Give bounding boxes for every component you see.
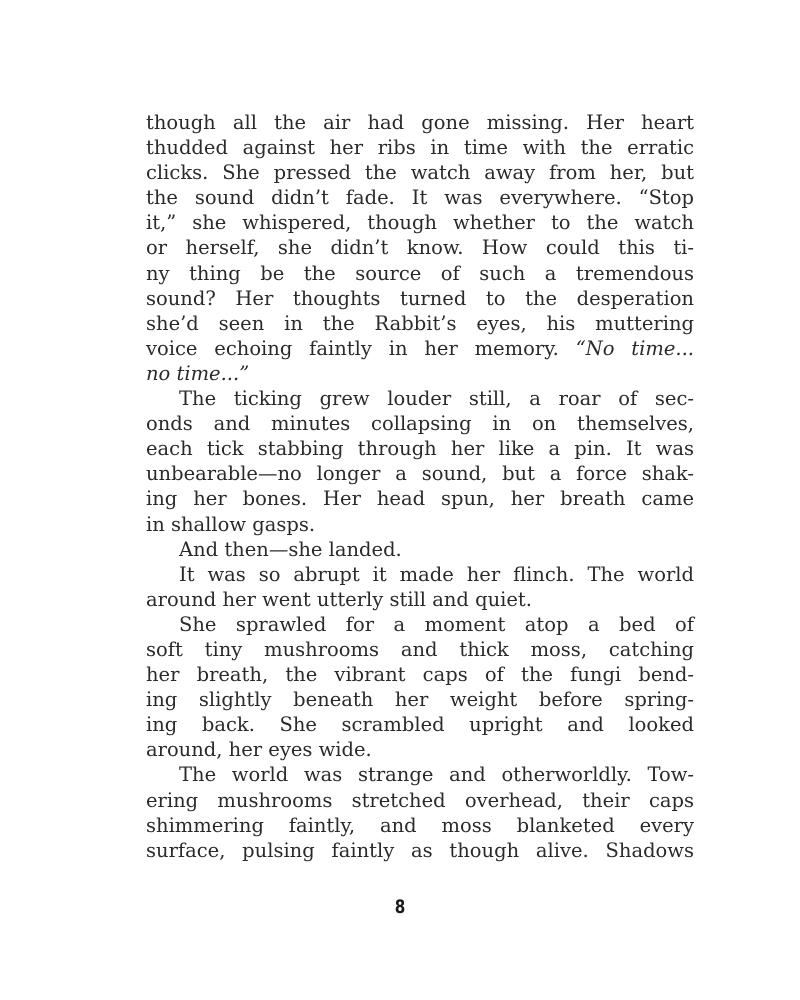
paragraph [146,537,694,562]
text-line: She sprawled for a moment atop a bed of [179,612,694,636]
text-line: her breath, the vibrant caps of the fungi bend- [146,663,694,687]
paragraph [146,386,694,537]
text-line: soft tiny mushrooms and thick moss, catching [146,637,694,661]
text-line: ny thing be the source of such a tremendous [146,261,694,285]
text-line: It was so abrupt it made her flinch. The world [179,562,694,586]
text-line: no time...” [146,361,250,385]
italic-text-run: “No time... [575,336,694,360]
text-line: ing back. She scrambled upright and looked [146,713,694,737]
paragraph [146,612,694,763]
text-line: unbearable—no longer a sound, but a force shak- [146,462,694,486]
text-line: thudded against her ribs in time with the erratic [146,136,694,160]
paragraph [146,562,694,612]
text-line: clicks. She pressed the watch away from her, but [146,161,694,185]
text-line [146,336,694,361]
text-line: sound? Her thoughts turned to the desperation [146,286,694,310]
text-line: onds and minutes collapsing in on themselves, [146,412,694,436]
text-line: or herself, she didn’t know. How could this ti- [146,236,694,260]
body-text [146,110,694,863]
text-line: in shallow gasps. [146,512,316,536]
text-run: voice echoing faintly in her memory. [146,336,576,360]
text-line: around, her eyes wide. [146,738,372,762]
text-line: she’d seen in the Rabbit’s eyes, his muttering [146,311,694,335]
text-line: ing slightly beneath her weight before spring- [146,688,694,712]
page-number: 8 [394,896,406,918]
text-line: it,” she whispered, though whether to the watch [146,211,694,235]
text-line: And then—she landed. [179,537,402,561]
paragraph [146,762,694,862]
text-line: The world was strange and otherworldly. Tow- [179,763,694,787]
text-line: The ticking grew louder still, a roar of sec- [179,387,694,411]
text-line: ering mushrooms stretched overhead, their caps [146,788,694,812]
text-line: though all the air had gone missing. Her heart [146,111,694,134]
text-line: shimmering faintly, and moss blanketed every [146,813,694,837]
paragraph [146,110,694,386]
text-line: around her went utterly still and quiet. [146,587,532,611]
text-line: the sound didn’t fade. It was everywhere. “Stop [146,186,694,210]
text-line: ing her bones. Her head spun, her breath came [146,487,694,511]
text-line: surface, pulsing faintly as though alive. Shadows [146,838,694,862]
text-line: each tick stabbing through her like a pin. It was [146,437,694,461]
